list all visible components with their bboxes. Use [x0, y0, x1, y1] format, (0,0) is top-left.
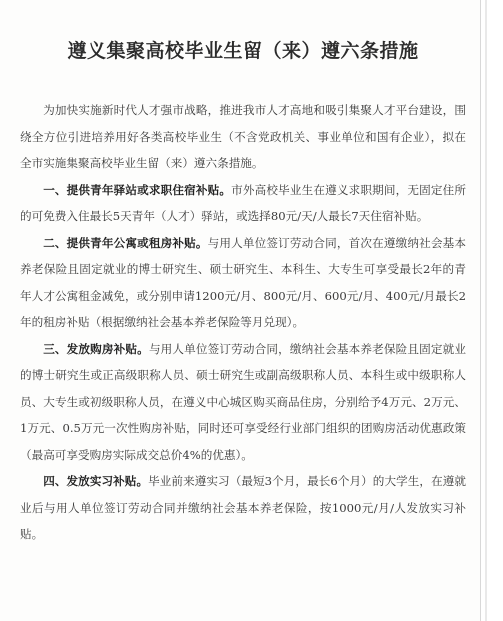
page-edge	[480, 0, 503, 621]
section-body: 市外高校毕业生在遵义求职期间，无固定住所的可免费入住最长5天青年（人才）驿站，或选择80元/天/人最长7天住宿补贴。	[20, 182, 466, 223]
section-heading: 二、提供青年公寓或租房补贴。	[43, 235, 208, 250]
section-heading: 一、提供青年驿站或求职住宿补贴。	[43, 182, 232, 197]
document-title: 遵义集聚高校毕业生留（来）遵六条措施	[67, 40, 419, 62]
section-body: 与用人单位签订劳动合同，缴纳社会基本养老保险且固定就业的博士研究生或正高级职称人员、硕士研究生或副高级职称人员、本科生或中级职称人员、大专生或初级职称人员，在遵义中心城区购买商品住房，分别给予4万元、2万元、1万元、0.5万元一次性购房补贴，同时还可享受经行业部门组织的团购房活动优惠政策（最高可享受购房实际成交总价4%的优惠）。	[20, 341, 466, 462]
section-heading: 三、发放购房补贴。	[43, 341, 149, 356]
section-paragraph	[20, 336, 466, 469]
intro-paragraph: 为加快实施新时代人才强市战略，推进我市人才高地和吸引集聚人才平台建设，围绕全方位引进培养用好各类高校毕业生（不含党政机关、事业单位和国有企业），拟在全市实施集聚高校毕业生留（来）遵六条措施。	[20, 103, 466, 170]
document-body	[20, 24, 466, 548]
section-paragraph	[20, 177, 466, 230]
section-body: 与用人单位签订劳动合同，首次在遵缴纳社会基本养老保险且固定就业的博士研究生、硕士研究生、本科生、大专生可享受最长2年的青年人才公寓租金减免，或分别申请1200元/月、800元/月、600元/月、400元/月最长2年的租房补贴（根据缴纳社会基本养老保险等月兑现）。	[20, 235, 466, 329]
section-paragraph	[20, 468, 466, 548]
section-paragraph	[20, 230, 466, 336]
section-body: 毕业前来遵实习（最短3个月，最长6个月）的大学生，在遵就业后与用人单位签订劳动合同并缴纳社会基本养老保险，按1000元/月/人发放实习补贴。	[20, 474, 466, 541]
section-heading: 四、发放实习补贴。	[43, 474, 149, 488]
